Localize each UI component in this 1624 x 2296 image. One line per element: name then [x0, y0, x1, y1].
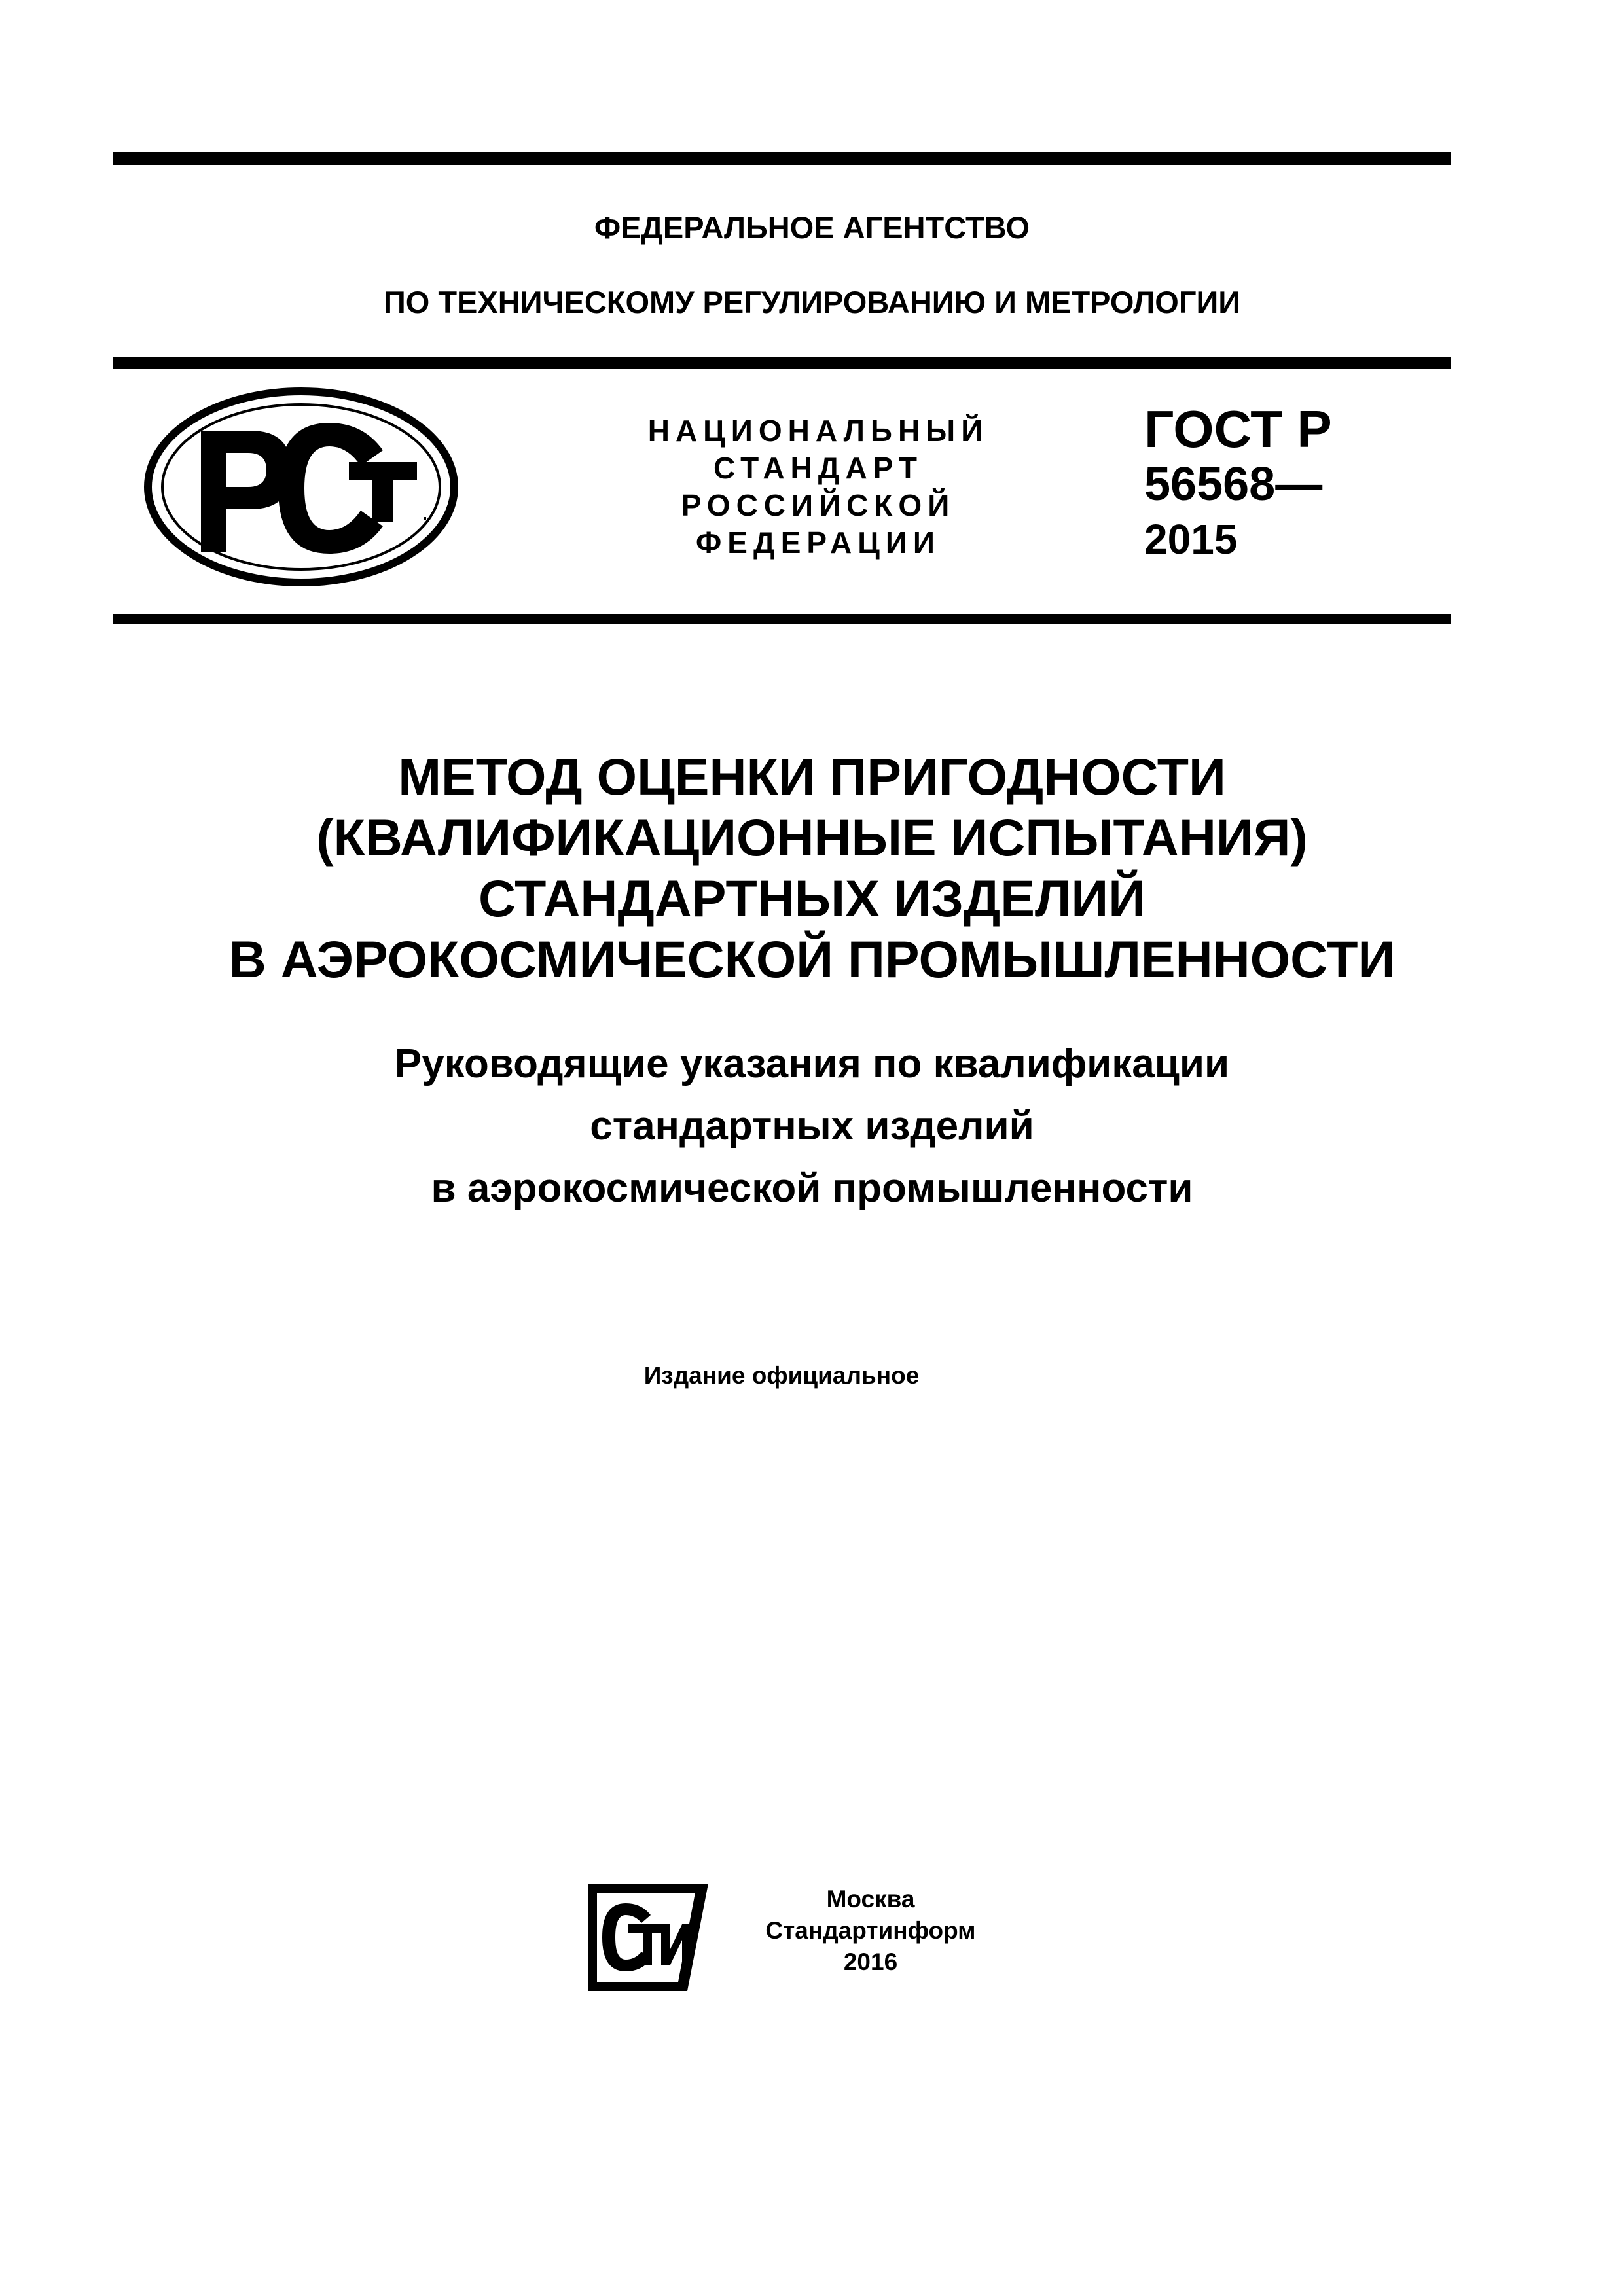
- national-standard-line: ФЕДЕРАЦИИ: [696, 526, 941, 560]
- edition-label: Издание официальное: [643, 1362, 920, 1389]
- publisher-year: 2016: [843, 1948, 898, 1975]
- national-standard-line: НАЦИОНАЛЬНЫЙ: [647, 414, 989, 448]
- subtitle-line: Руководящие указания по квалификации: [394, 1041, 1230, 1086]
- bottom-rule: [113, 614, 1451, 624]
- title-line: СТАНДАРТНЫХ ИЗДЕЛИЙ: [478, 869, 1146, 927]
- document-title: [0, 746, 1624, 990]
- publisher-name: Стандартинформ: [765, 1917, 976, 1944]
- national-standard-line: РОССИЙСКОЙ: [681, 488, 956, 522]
- gost-designation: [1144, 402, 1419, 567]
- gost-number: 56568—: [1144, 458, 1323, 511]
- title-line: В АЭРОКОСМИЧЕСКОЙ ПРОМЫШЛЕННОСТИ: [228, 930, 1396, 988]
- title-line: МЕТОД ОЦЕНКИ ПРИГОДНОСТИ: [398, 747, 1226, 806]
- sti-logo-icon: [583, 1878, 713, 1996]
- gost-year: 2015: [1144, 516, 1238, 563]
- gost-code: ГОСТ Р: [1144, 400, 1332, 458]
- title-line: (КВАЛИФИКАЦИОННЫЕ ИСПЫТАНИЯ): [316, 808, 1308, 867]
- national-standard-line: СТАНДАРТ: [713, 451, 923, 485]
- top-rule: [113, 152, 1451, 165]
- publisher-info: [727, 1884, 1015, 1978]
- subtitle-line: стандартных изделий: [590, 1103, 1034, 1149]
- agency-name-line-2: ПО ТЕХНИЧЕСКОМУ РЕГУЛИРОВАНИЮ И МЕТРОЛОГИИ: [383, 285, 1241, 319]
- national-standard-label: [615, 412, 1021, 562]
- agency-name-line-1: ФЕДЕРАЛЬНОЕ АГЕНТСТВО: [594, 210, 1030, 245]
- document-subtitle: [0, 1033, 1624, 1219]
- publisher-city: Москва: [826, 1886, 915, 1912]
- rst-logo-icon: [141, 385, 461, 589]
- middle-rule: [113, 357, 1451, 369]
- subtitle-line: в аэрокосмической промышленности: [431, 1166, 1193, 1211]
